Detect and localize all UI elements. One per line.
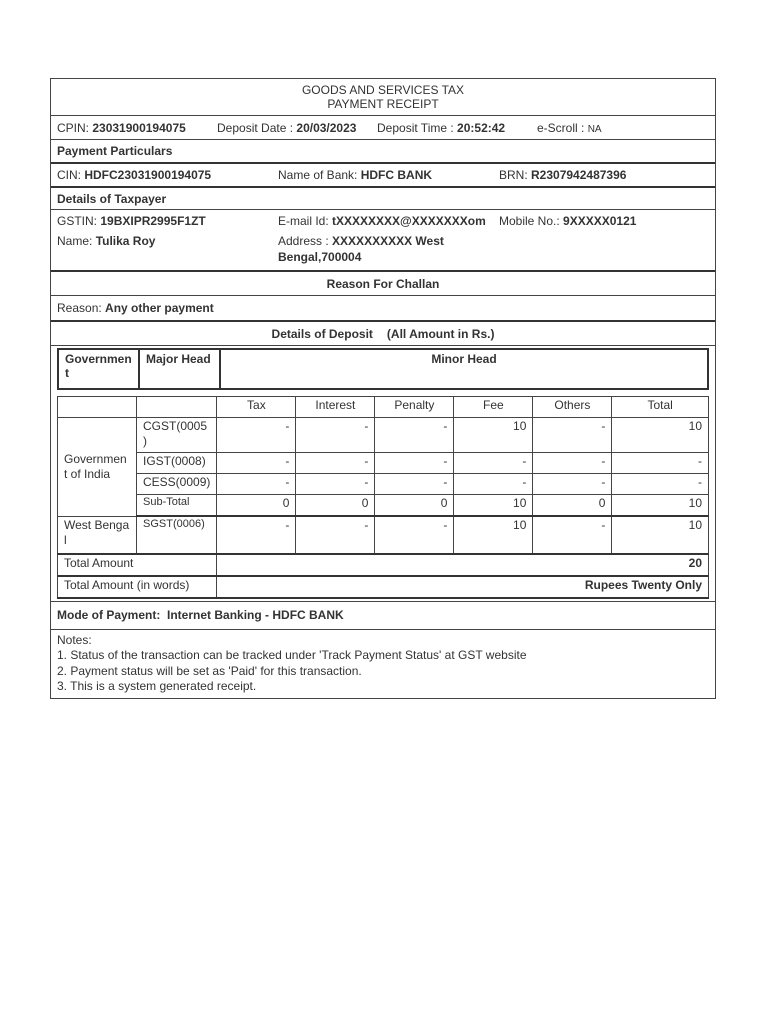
payment-particulars-title: Payment Particulars	[57, 144, 173, 158]
payment-receipt	[50, 78, 716, 699]
total-label: Total Amount	[58, 554, 217, 576]
value-cell: -	[217, 453, 296, 474]
email-field	[278, 214, 486, 228]
brn-label: BRN:	[499, 168, 528, 182]
table-row	[58, 516, 709, 554]
value-cell: -	[533, 474, 612, 495]
gstin-label: GSTIN:	[57, 214, 98, 228]
address-line1: XXXXXXXXXX West	[332, 234, 444, 248]
subtotal-row	[58, 495, 709, 517]
value-cell: 10	[612, 516, 709, 554]
value-cell: -	[533, 453, 612, 474]
notes-section	[51, 630, 715, 698]
note-item: 2. Payment status will be set as 'Paid' for this transaction.	[57, 663, 362, 678]
value-cell: -	[296, 516, 375, 554]
blank-header-cell	[137, 397, 217, 418]
cin-label: CIN:	[57, 168, 81, 182]
reason-label: Reason:	[57, 301, 102, 315]
table-row	[58, 474, 709, 495]
value-cell: -	[217, 474, 296, 495]
value-cell: -	[375, 453, 454, 474]
total-value: 20	[217, 554, 709, 576]
subtotal-label: Sub-Total	[137, 495, 217, 517]
name-label: Name:	[57, 234, 93, 248]
govt-india-cell: Governmen t of India	[58, 418, 137, 517]
mode-value: Internet Banking - HDFC BANK	[167, 608, 344, 622]
value-cell: -	[612, 453, 709, 474]
value-cell: -	[375, 516, 454, 554]
header-line2: PAYMENT RECEIPT	[327, 97, 439, 111]
major-head-cell: CESS(0009)	[137, 474, 217, 495]
address-label: Address :	[278, 234, 329, 248]
total-words-label: Total Amount (in words)	[58, 576, 217, 598]
value-cell: 10	[454, 516, 533, 554]
col-penalty: Penalty	[375, 397, 454, 418]
value-cell: -	[454, 453, 533, 474]
value-cell: -	[533, 516, 612, 554]
escroll-value: NA	[587, 124, 602, 135]
deposit-date-value: 20/03/2023	[296, 121, 357, 135]
brn-value: R2307942487396	[531, 168, 627, 182]
deposit-heading	[51, 322, 715, 346]
value-cell: 0	[296, 495, 375, 517]
value-cell: -	[454, 474, 533, 495]
escroll-label: e-Scroll :	[537, 121, 585, 135]
taxpayer-title: Details of Taxpayer	[57, 191, 167, 206]
major-head-cell: SGST(0006)	[137, 516, 217, 554]
value-cell: -	[296, 453, 375, 474]
col-fee: Fee	[454, 397, 533, 418]
col-tax: Tax	[217, 397, 296, 418]
gstin-field	[57, 214, 206, 228]
bank-field	[278, 168, 432, 182]
col-others: Others	[533, 397, 612, 418]
deposit-title: Details of Deposit	[271, 326, 373, 341]
name-value: Tulika Roy	[95, 234, 156, 248]
value-cell: 10	[454, 418, 533, 453]
deposit-time-field	[377, 121, 505, 135]
reason-row	[51, 296, 715, 322]
payment-particulars-row	[51, 164, 715, 188]
taxpayer-details	[51, 210, 715, 272]
bank-label: Name of Bank:	[278, 168, 358, 182]
bank-value: HDFC BANK	[360, 168, 433, 182]
receipt-header	[51, 79, 715, 116]
deposit-time-value: 20:52:42	[457, 121, 506, 135]
value-cell: -	[217, 516, 296, 554]
brn-field	[499, 168, 626, 182]
value-cell: -	[296, 418, 375, 453]
mobile-field	[499, 214, 636, 228]
deposit-date-field	[217, 121, 356, 135]
cin-field	[57, 168, 211, 182]
value-cell: 0	[375, 495, 454, 517]
mobile-label: Mobile No.:	[499, 214, 560, 228]
value-cell: 10	[612, 418, 709, 453]
notes-heading: Notes:	[57, 632, 92, 647]
value-cell: -	[612, 474, 709, 495]
email-label: E-mail Id:	[278, 214, 329, 228]
address-field	[278, 234, 444, 248]
minor-head-header: Minor Head	[220, 349, 708, 389]
govt-column-header: Governmen t	[58, 349, 139, 389]
value-cell: 0	[217, 495, 296, 517]
cpin-label: CPIN:	[57, 121, 90, 135]
deposit-time-label: Deposit Time :	[377, 121, 454, 135]
cpin-field	[57, 121, 186, 135]
value-cell: -	[217, 418, 296, 453]
reason-heading	[51, 272, 715, 296]
value-cell: 0	[533, 495, 612, 517]
govt-state-cell: West Bengal	[58, 516, 137, 554]
escroll-field	[537, 121, 602, 135]
cpin-row	[51, 116, 715, 140]
deposit-section	[51, 348, 715, 602]
name-field	[57, 234, 155, 248]
total-row	[58, 554, 709, 576]
major-head-cell: CGST(0005 )	[137, 418, 217, 453]
major-head-header: Major Head	[139, 349, 220, 389]
major-head-cell: IGST(0008)	[137, 453, 217, 474]
col-total: Total	[612, 397, 709, 418]
col-interest: Interest	[296, 397, 375, 418]
mode-label: Mode of Payment:	[57, 608, 161, 622]
reason-title: Reason For Challan	[326, 276, 440, 291]
note-item: 3. This is a system generated receipt.	[57, 679, 257, 693]
value-cell: 10	[454, 495, 533, 517]
reason-value: Any other payment	[105, 301, 214, 315]
note-item: 1. Status of the transaction can be tracked under 'Track Payment Status' at GST website	[57, 648, 527, 662]
deposit-table	[57, 396, 709, 599]
email-value: tXXXXXXXX@XXXXXXXom	[332, 214, 486, 228]
header-line1: GOODS AND SERVICES TAX	[301, 83, 465, 97]
mobile-value: 9XXXXX0121	[563, 214, 637, 228]
taxpayer-heading	[51, 188, 715, 210]
mode-of-payment-row	[51, 602, 715, 630]
blank-header-cell	[58, 397, 137, 418]
value-cell: -	[375, 418, 454, 453]
table-row	[58, 418, 709, 453]
deposit-head-table	[57, 348, 709, 390]
value-cell: 10	[612, 495, 709, 517]
deposit-note: (All Amount in Rs.)	[386, 326, 495, 341]
value-cell: -	[533, 418, 612, 453]
cin-value: HDFC23031900194075	[84, 168, 212, 182]
value-cell: -	[296, 474, 375, 495]
total-words-row	[58, 576, 709, 598]
deposit-date-label: Deposit Date :	[217, 121, 294, 135]
cpin-value: 23031900194075	[92, 121, 186, 135]
gstin-value: 19BXIPR2995F1ZT	[100, 214, 206, 228]
value-cell: -	[375, 474, 454, 495]
address-line2: Bengal,700004	[278, 250, 362, 264]
table-row	[58, 453, 709, 474]
payment-particulars-heading	[51, 140, 715, 164]
total-words-value: Rupees Twenty Only	[217, 576, 709, 598]
